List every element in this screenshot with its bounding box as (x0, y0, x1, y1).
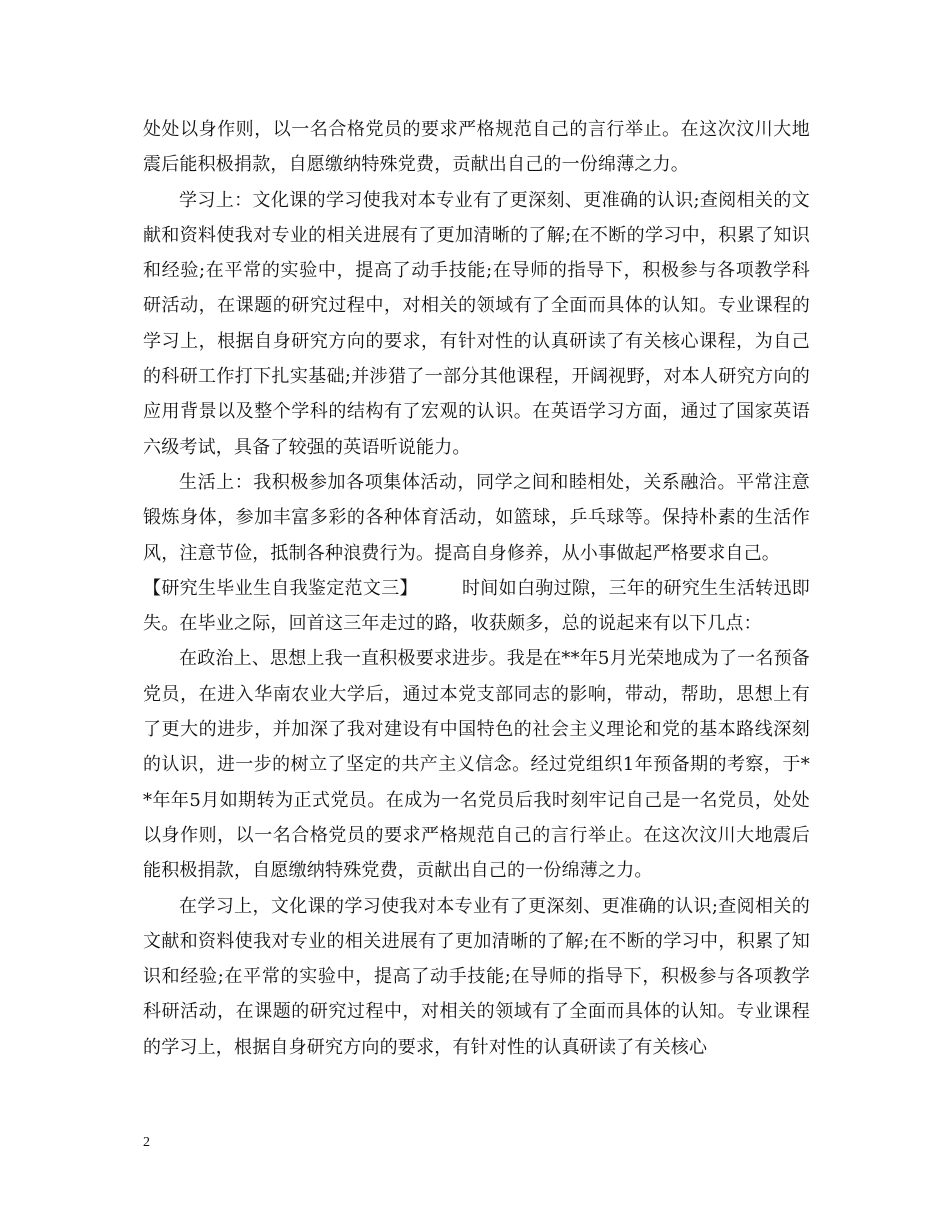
document-page (143, 112, 810, 1065)
section-heading-paragraph (143, 571, 810, 642)
paragraph-life: 生活上：我积极参加各项集体活动，同学之间和睦相处，关系融洽。平常注意锻炼身体，参加丰富多彩的各种体育活动，如篮球，乒乓球等。保持朴素的生活作风，注意节俭，抵制各种浪费行为。提高自身修养，从小事做起严格要求自己。 (143, 471, 810, 564)
paragraph-study-two: 在学习上，文化课的学习使我对本专业有了更深刻、更准确的认识;查阅相关的文献和资料使我对专业的相关进展有了更加清晰的了解;在不断的学习中，积累了知识和经验;在平常的实验中，提高了动手技能;在导师的指导下，积极参与各项教学科研活动，在课题的研究过程中，对相关的领域有了全面而具体的认知。专业课程的学习上，根据自身研究方向的要求，有针对性的认真研读了有关核心 (143, 895, 810, 1058)
paragraph-party-conduct: 处处以身作则，以一名合格党员的要求严格规范自己的言行举止。在这次汶川大地震后能积极捐款，自愿缴纳特殊党费，贡献出自己的一份绵薄之力。 (143, 119, 810, 176)
paragraph-politics: 在政治上、思想上我一直积极要求进步。我是在**年5月光荣地成为了一名预备党员，在进入华南农业大学后，通过本党支部同志的影响，带动，帮助，思想上有了更大的进步，并加深了我对建设有中国特色的社会主义理论和党的基本路线深刻的认识，进一步的树立了坚定的共产主义信念。经过党组织1年预备期的考察，于**年年5月如期转为正式党员。在成为一名党员后我时刻牢记自己是一名党员，处处以身作则，以一名合格党员的要求严格规范自己的言行举止。在这次汶川大地震后能积极捐款，自愿缴纳特殊党费，贡献出自己的一份绵薄之力。 (143, 648, 810, 882)
section-heading-label: 【研究生毕业生自我鉴定范文三】 (143, 577, 418, 599)
paragraph-study: 学习上：文化课的学习使我对本专业有了更深刻、更准确的认识;查阅相关的文献和资料使我对专业的相关进展有了更加清晰的了解;在不断的学习中，积累了知识和经验;在平常的实验中，提高了动手技能;在导师的指导下，积极参与各项教学科研活动，在课题的研究过程中，对相关的领域有了全面而具体的认知。专业课程的学习上，根据自身研究方向的要求，有针对性的认真研读了有关核心课程，为自己的科研工作打下扎实基础;并涉猎了一部分其他课程，开阔视野，对本人研究方向的应用背景以及整个学科的结构有了宏观的认识。在英语学习方面，通过了国家英语六级考试，具备了较强的英语听说能力。 (143, 189, 810, 458)
page-number: 2 (143, 1135, 150, 1150)
section-heading-intro: 时间如白驹过隙，三年的研究生生活转迅即失。在毕业之际，回首这三年走过的路，收获颇多，总的说起来有以下几点： (143, 577, 810, 635)
